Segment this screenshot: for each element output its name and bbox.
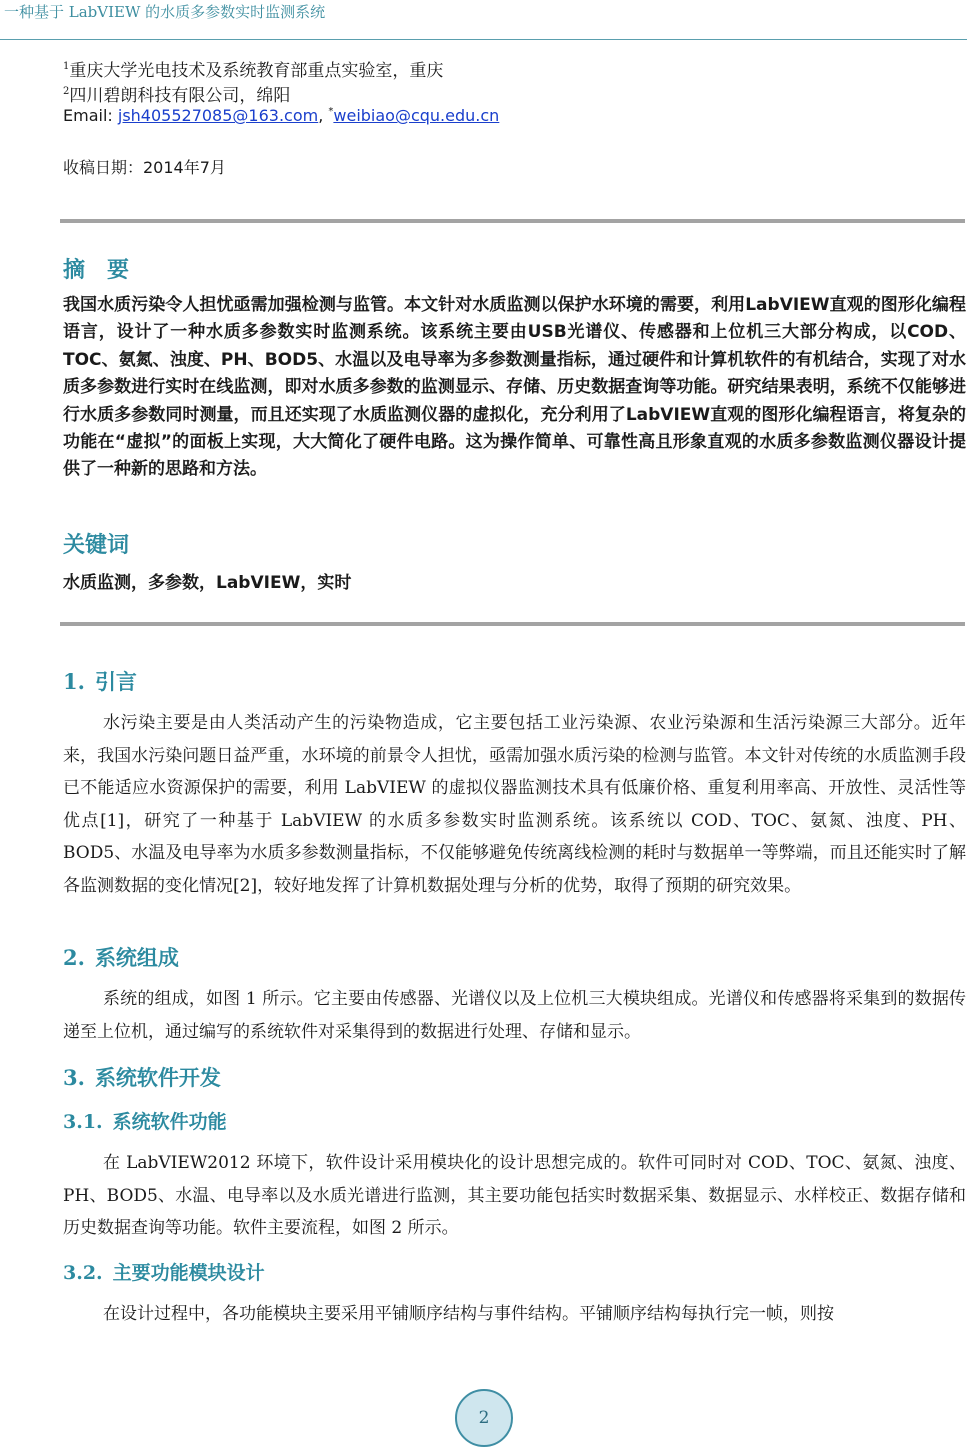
section-heading-2: [63, 942, 179, 972]
section-title: 系统软件开发: [94, 1066, 221, 1090]
page-number: 2: [478, 1408, 490, 1428]
abstract-title: 摘 要: [63, 258, 130, 283]
page-number-badge: [455, 1389, 513, 1447]
affiliation-1: [63, 55, 443, 83]
section-title: 系统组成: [94, 946, 179, 970]
paragraph-system: 系统的组成，如图 1 所示。它主要由传感器、光谱仪以及上位机三大模块组成。光谱仪和传感器将采集到的数据传递至上位机，通过编写的系统软件对采集得到的数据进行处理、存储和显示。: [63, 989, 966, 1042]
corresponding-star: *: [328, 106, 334, 117]
received-date: 收稿日期：2014年7月: [63, 158, 226, 177]
paragraph-module-design: 在设计过程中，各功能模块主要采用平铺顺序结构与事件结构。平铺顺序结构每执行完一帧，则按: [103, 1304, 834, 1324]
section-title: 引言: [94, 670, 137, 694]
subsection-heading-3-2: [63, 1258, 265, 1285]
email-line: [63, 106, 499, 125]
email-link-2[interactable]: weibiao@cqu.edu.cn: [333, 106, 500, 125]
section-heading-1: [63, 666, 137, 696]
subsection-heading-3-1: [63, 1107, 227, 1134]
email-label: Email:: [63, 106, 118, 125]
subsection-number: 3.1.: [63, 1111, 103, 1133]
running-title: 一种基于 LabVIEW 的水质多参数实时监测系统: [4, 3, 326, 21]
paragraph-software-function: 在 LabVIEW2012 环境下，软件设计采用模块化的设计思想完成的。软件可同时对 COD、TOC、氨氮、浊度、PH、BOD5、水温、电导率以及水质光谱进行监测，其主要功能包括实时数据采集、数据显示、水样校正、数据存储和历史数据查询等功能。软件主要流程，如图 2 所示。: [63, 1153, 966, 1238]
subsection-title: 系统软件功能: [112, 1111, 227, 1133]
keywords-text: 水质监测，多参数，LabVIEW，实时: [63, 573, 352, 593]
email-separator: ,: [318, 106, 329, 125]
affiliation-sup: 2: [63, 86, 70, 97]
section-number: 1.: [63, 669, 85, 694]
subsection-title: 主要功能模块设计: [112, 1262, 265, 1284]
running-header: [0, 0, 967, 40]
email-link-1[interactable]: jsh405527085@163.com: [117, 106, 319, 125]
section-heading-3: [63, 1062, 221, 1092]
divider-top: [60, 219, 965, 223]
paragraph-intro: 水污染主要是由人类活动产生的污染物造成，它主要包括工业污染源、农业污染源和生活污染源三大部分。近年来，我国水污染问题日益严重，水环境的前景令人担忧，亟需加强水质污染的检测与监管。本文针对传统的水质监测手段已不能适应水资源保护的需要，利用 LabVIEW 的虚拟仪器监测技术具有低廉价格、重复利用率高、开放性、灵活性等优点[1]，研究了一种基于 LabVIEW 的水质多参数实时监测系统。该系统以 COD、TOC、氨氮、浊度、PH、BOD5、水温及电导率为水质多参数测量指标，不仅能够避免传统离线检测的耗时与数据单一等弊端，而且还能实时了解各监测数据的变化情况[2]，较好地发挥了计算机数据处理与分析的优势，取得了预期的研究效果。: [63, 713, 966, 896]
affiliation-2: [63, 80, 290, 108]
abstract-text: 我国水质污染令人担忧亟需加强检测与监管。本文针对水质监测以保护水环境的需要，利用LabVIEW直观的图形化编程语言，设计了一种水质多参数实时监测系统。该系统主要由USB光谱仪、传感器和上位机三大部分构成，以COD、TOC、氨氮、浊度、PH、BOD5、水温以及电导率为多参数测量指标，通过硬件和计算机软件的有机结合，实现了对水质多参数进行实时在线监测，即对水质多参数的监测显示、存储、历史数据查询等功能。研究结果表明，系统不仅能够进行水质多参数同时测量，而且还实现了水质监测仪器的虚拟化，充分利用了LabVIEW直观的图形化编程语言，将复杂的功能在“虚拟”的面板上实现，大大简化了硬件电路。这为操作简单、可靠性高且形象直观的水质多参数监测仪器设计提供了一种新的思路和方法。: [63, 295, 966, 480]
subsection-number: 3.2.: [63, 1262, 103, 1284]
section-number: 3.: [63, 1065, 85, 1090]
affiliation-text: 重庆大学光电技术及系统教育部重点实验室，重庆: [69, 61, 444, 81]
affiliation-text: 四川碧朗科技有限公司，绵阳: [69, 86, 291, 106]
affiliation-sup: 1: [63, 61, 70, 72]
section-number: 2.: [63, 945, 85, 970]
divider-bottom: [60, 622, 965, 626]
keywords-title: 关键词: [63, 533, 130, 558]
